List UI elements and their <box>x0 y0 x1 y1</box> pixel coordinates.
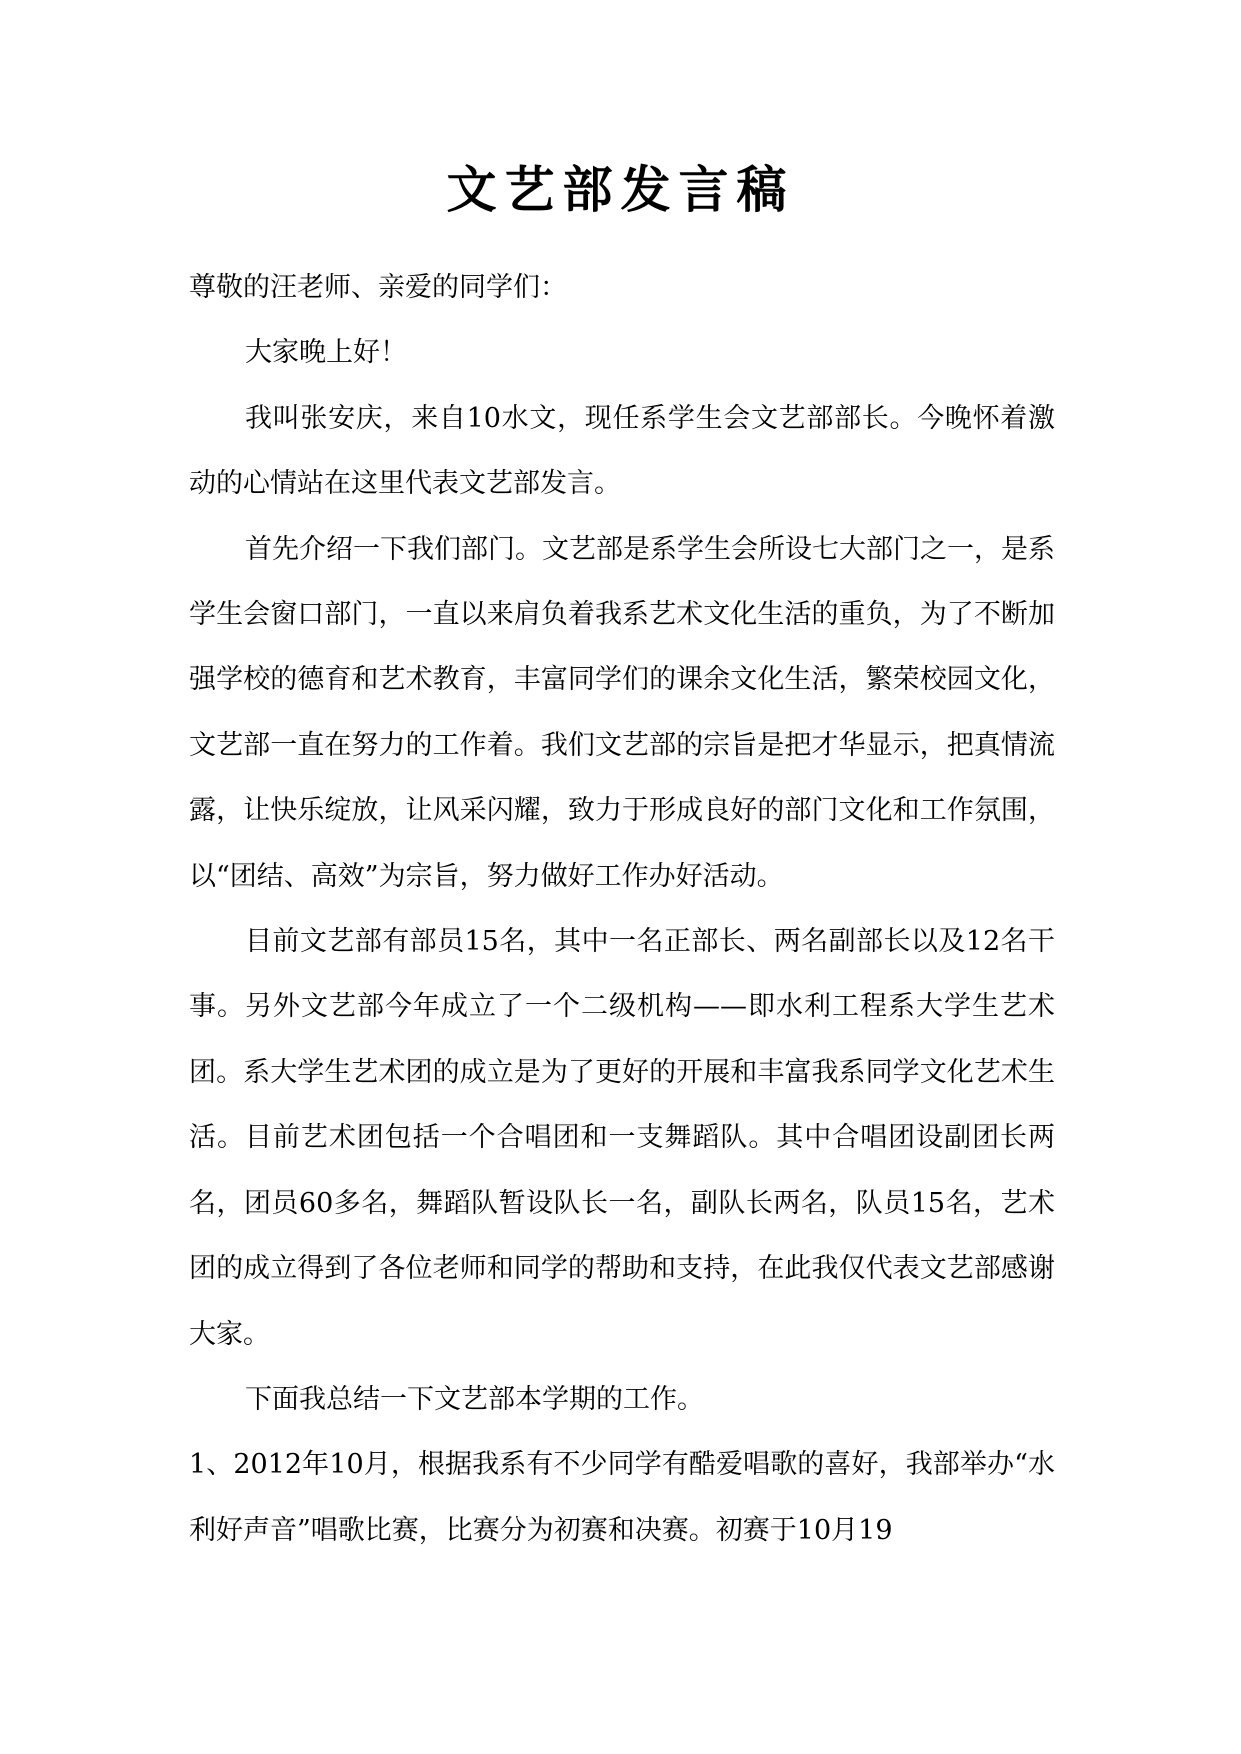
paragraph-department-members: 目前文艺部有部员15名，其中一名正部长、两名副部长以及12名干事。另外文艺部今年成立了一个二级机构——即水利工程系大学生艺术团。系大学生艺术团的成立是为了更好的开展和丰富我系同学文化艺术生活。目前艺术团包括一个合唱团和一支舞蹈队。其中合唱团设副团长两名，团员60多名，舞蹈队暂设队长一名，副队长两名，队员15名，艺术团的成立得到了各位老师和同学的帮助和支持，在此我仅代表文艺部感谢大家。 <box>189 926 1055 1350</box>
list-item: 1、2012年10月，根据我系有不少同学有酷爱唱歌的喜好，我部举办“水利好声音”唱歌比赛，比赛分为初赛和决赛。初赛于10月19 <box>189 1449 1055 1546</box>
document-title: 文艺部发言稿 <box>446 160 795 219</box>
paragraph-introduction: 我叫张安庆，来自10水文，现任系学生会文艺部部长。今晚怀着激动的心情站在这里代表文艺部发言。 <box>189 402 1055 500</box>
document-body <box>189 255 1055 1563</box>
paragraph-department-overview: 首先介绍一下我们部门。文艺部是系学生会所设七大部门之一，是系学生会窗口部门，一直以来肩负着我系艺术文化生活的重负，为了不断加强学校的德育和艺术教育，丰富同学们的课余文化生活，繁荣校园文化，文艺部一直在努力的工作着。我们文艺部的宗旨是把才华显示，把真情流露，让快乐绽放，让风采闪耀，致力于形成良好的部门文化和工作氛围，以“团结、高效”为宗旨，努力做好工作办好活动。 <box>189 533 1055 892</box>
salutation: 尊敬的汪老师、亲爱的同学们： <box>189 272 567 303</box>
greeting: 大家晚上好！ <box>245 337 407 369</box>
paragraph-work-summary-intro: 下面我总结一下文艺部本学期的工作。 <box>245 1383 704 1415</box>
